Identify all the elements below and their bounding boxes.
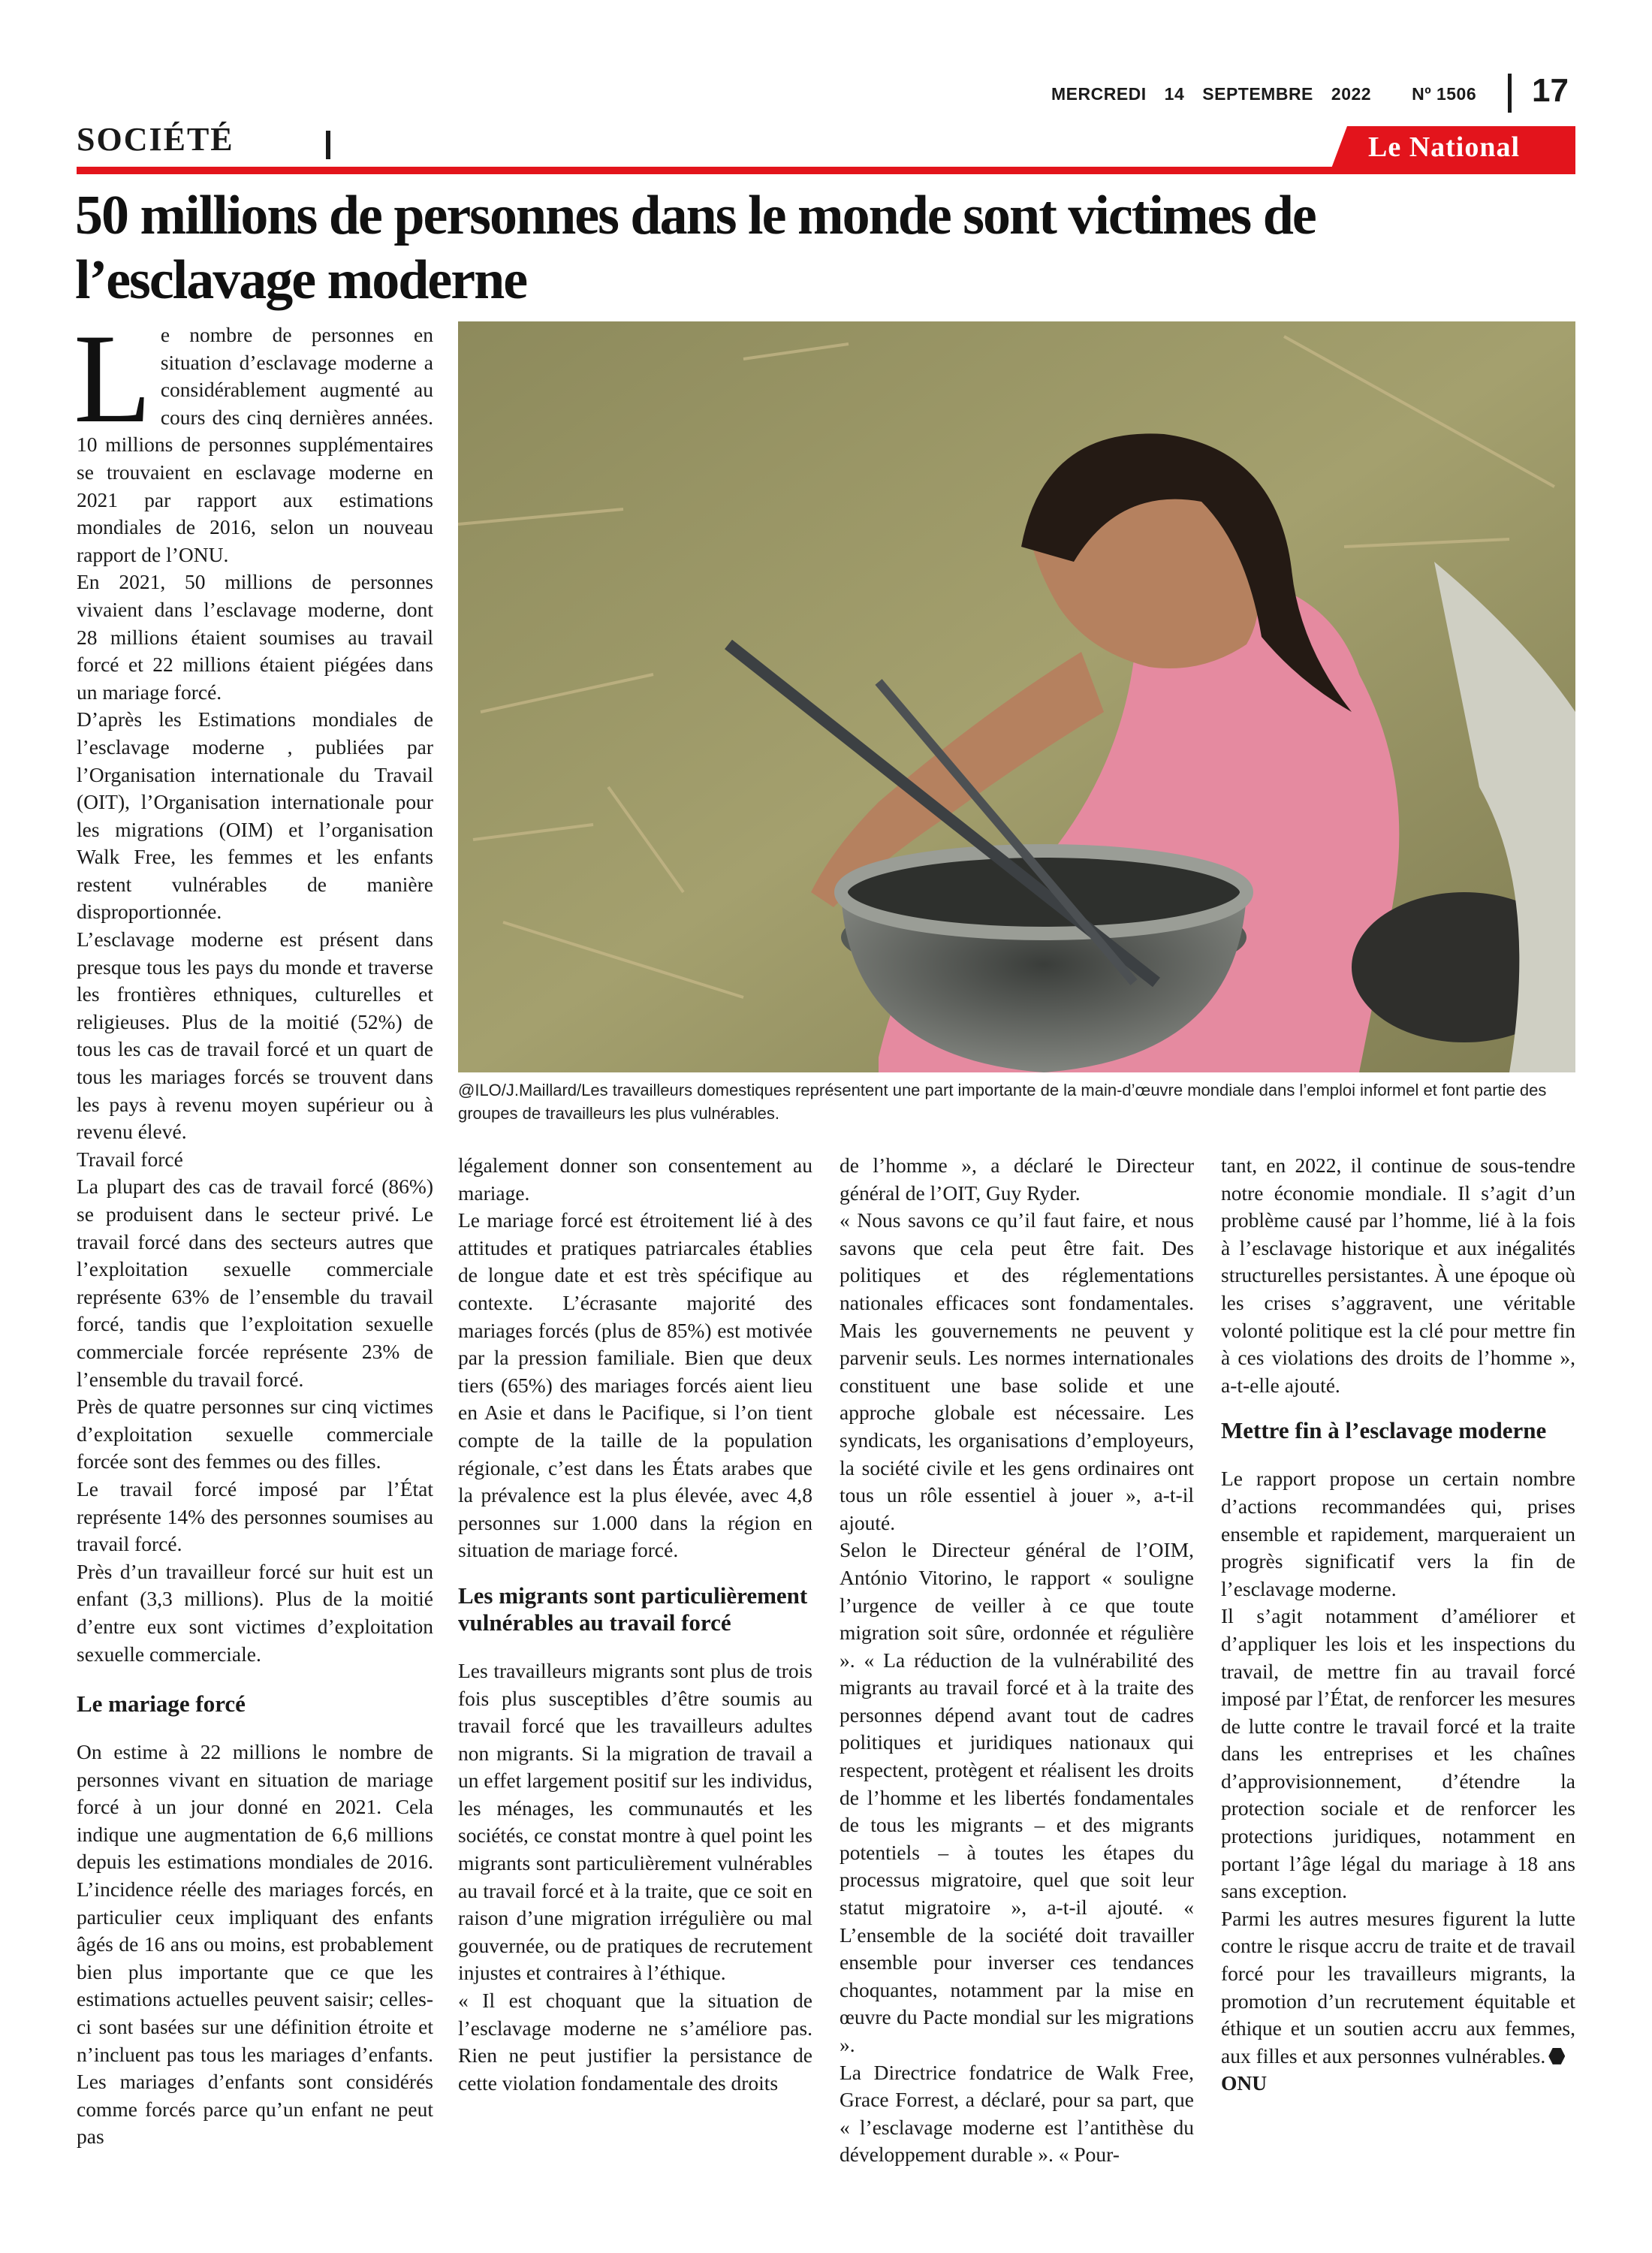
paragraph: Près de quatre personnes sur cinq victimes d’exploitation sexuelle commerciale forcée sont des femmes ou des filles.: [77, 1395, 433, 1473]
article-column-3: [840, 1152, 1194, 2169]
issue-year: 2022: [1331, 84, 1372, 104]
article-column-4: [1221, 1152, 1575, 2098]
issue-month: SEPTEMBRE: [1202, 84, 1313, 104]
header-red-rule: [77, 167, 1575, 174]
paragraph: légalement donner son consentement au mariage.: [458, 1154, 812, 1205]
paragraph: Selon le Directeur général de l’OIM, António Vitorino, le rapport « souligne l’urgence de veiller à ce que toute migration soit sûre, ordonnée et régulière ». « La réduction de la vulnérabilité des migrants au travail forcé et à la traite des personnes dépend avant tout de cadres politiques et juridiques nationaux qui respectent, protègent et réalisent les droits de l’homme et les libertés fondamentales de tous les migrants – et des migrants potentiels – à toutes les étapes du processus migratoire, quel que soit leur statut migratoire », a-t-il ajouté. « L’ensemble de la société doit travailler ensemble pour inverser ces tendances choquantes, notamment par la mise en œuvre du Pacte mondial sur les migrations ».: [840, 1538, 1194, 2056]
subheading-forced-marriage: Le mariage forcé: [77, 1691, 246, 1718]
newspaper-brand: Le National: [1368, 131, 1521, 163]
subheading-migrants: Les migrants sont particulièrement vulnérables au travail forcé: [458, 1582, 808, 1636]
paragraph: En 2021, 50 millions de personnes vivaient dans l’esclavage moderne, dont 28 millions étaient soumises au travail forcé et 22 millions étaient piégées dans un mariage forcé.: [77, 570, 433, 704]
article-column-2: [458, 1152, 812, 2097]
paragraph: La Directrice fondatrice de Walk Free, Grace Forrest, a déclaré, pour sa part, que « l’esclavage moderne est l’antithèse du développement durable ». « Pour-: [840, 2060, 1194, 2167]
paragraph: de l’homme », a déclaré le Directeur général de l’OIT, Guy Ryder.: [840, 1154, 1194, 1205]
issue-date-number: 14: [1164, 84, 1185, 104]
paragraph: On estime à 22 millions le nombre de personnes vivant en situation de mariage forcé à un jour donné en 2021. Cela indique une augmentation de 6,6 millions depuis les estimations mondiales de 2016. L’incidence réelle des mariages forcés, en particulier ceux impliquant des enfants âgés de 16 ans ou moins, est probablement bien plus importante que ce que les estimations actuelles peuvent saisir; celles-ci sont basées sur une définition étroite et n’incluent pas tous les mariages d’enfants. Les mariages d’enfants sont considérés comme forcés parce qu’un enfant ne peut pas: [77, 1740, 433, 2149]
article-photo: [458, 321, 1575, 1072]
paragraph: Les travailleurs migrants sont plus de trois fois plus susceptibles d’être soumis au travail forcé que les travailleurs adultes non migrants. Si la migration de travail a un effet largement positif sur les individus, les ménages, les communautés et les sociétés, ce constat montre à quel point les migrants sont particulièrement vulnérables au travail forcé et à la traite, que ce soit en raison d’une migration irrégulière ou mal gouvernée, ou de pratiques de recrutement injustes et contraires à l’éthique.: [458, 1658, 812, 1985]
article-signature: ONU: [1221, 2071, 1268, 2095]
paragraph: tant, en 2022, il continue de sous-tendre notre économie mondiale. Il s’agit d’un problème causé par l’homme, lié à la fois à l’esclavage historique et aux inégalités structurelles persistantes. À une époque où les crises s’aggravent, une véritable volonté politique est la clé pour mettre fin à ces violations des droits de l’homme », a-t-elle ajouté.: [1221, 1154, 1575, 1397]
page-number: 17: [1532, 72, 1569, 109]
paragraph: Près d’un travailleur forcé sur huit est un enfant (3,3 millions). Plus de la moitié d’entre eux sont victimes d’exploitation sexuelle commerciale.: [77, 1559, 433, 1666]
paragraph: « Nous savons ce qu’il faut faire, et nous savons que cela peut être fait. Des politiques et des réglementations nationales efficaces sont fondamentales. Mais les gouvernements ne peuvent y parvenir seuls. Les normes internationales constituent une base solide et une approche globale est nécessaire. Les syndicats, les organisations d’employeurs, la société civile et les gens ordinaires ont tous un rôle essentiel à jouer », a-t-il ajouté.: [840, 1208, 1194, 1534]
paragraph: D’après les Estimations mondiales de l’esclavage moderne , publiées par l’Organisation internationale du Travail (OIT), l’Organisation internationale pour les migrations (OIM) et l’organisation Walk Free, les femmes et les enfants restent vulnérables de manière disproportionnée.: [77, 707, 433, 924]
end-of-article-icon: [1548, 2048, 1565, 2064]
subheading-end-slavery: Mettre fin à l’esclavage moderne: [1221, 1417, 1547, 1444]
issue-number: Nº 1506: [1412, 84, 1477, 104]
drop-cap: L: [74, 308, 152, 449]
section-label: SOCIÉTÉ: [77, 121, 234, 158]
paragraph: Le travail forcé imposé par l’État représente 14% des personnes soumises au travail forcé.: [77, 1476, 433, 1556]
paragraph: L’esclavage moderne est présent dans presque tous les pays du monde et traverse les frontières ethniques, culturelles et religieuses. Plus de la moitié (52%) de tous les cas de travail forcé et un quart de tous les mariages forcés se trouvent dans les pays à revenu moyen supérieur ou à revenu élevé.: [77, 927, 433, 1144]
paragraph: « Il est choquant que la situation de l’esclavage moderne ne s’améliore pas. Rien ne peut justifier la persistance de cette violation fondamentale des droits: [458, 1989, 812, 2095]
page-number-divider: [1508, 74, 1512, 113]
paragraph-text: Parmi les autres mesures figurent la lutte contre le risque accru de traite et de travail forcé pour les travailleurs migrants, la promotion d’un recrutement équitable et éthique et un soutien accru aux femmes, aux filles et aux personnes vulnérables.: [1221, 1906, 1575, 2068]
paragraph: Le rapport propose un certain nombre d’actions recommandées qui, prises ensemble et rapidement, marqueraient un progrès significatif vers la fin de l’esclavage moderne.: [1221, 1467, 1575, 1600]
photo-illustration: [458, 321, 1575, 1072]
article-column-1: [74, 308, 433, 2151]
issue-date-line: [1051, 84, 1502, 104]
inline-subhead: Travail forcé: [77, 1147, 183, 1171]
paragraph: Le mariage forcé est étroitement lié à des attitudes et pratiques patriarcales établies de longue date et est très spécifique au contexte. L’écrasante majorité des mariages forcés (plus de 85%) est motivée par la pression familiale. Bien que deux tiers (65%) des mariages forcés aient lieu en Asie et dans le Pacifique, si l’on tient compte de la taille de la population régionale, c’est dans les États arabes que la prévalence est la plus élevée, avec 4,8 personnes sur 1.000 dans la région en situation de mariage forcé.: [458, 1208, 812, 1562]
issue-day: MERCREDI: [1051, 84, 1147, 104]
paragraph: [1221, 1905, 1575, 2071]
paragraph: Il s’agit notamment d’améliorer et d’appliquer les lois et les inspections du travail, de mettre fin au travail forcé imposé par l’État, de renforcer les mesures de lutte contre le travail forcé et la traite dans les entreprises et les chaînes d’approvisionnement, d’étendre la protection sociale et de renforcer les protections juridiques, notamment en portant l’âge légal du mariage à 18 ans sans exception.: [1221, 1604, 1575, 1903]
paragraph: La plupart des cas de travail forcé (86%) se produisent dans le secteur privé. Le travail forcé dans des secteurs autres que l’exploitation sexuelle commerciale représente 63% de l’ensemble du travail forcé, tandis que l’exploitation sexuelle commerciale forcée représente 23% de l’ensemble du travail forcé.: [77, 1175, 433, 1391]
section-divider: [326, 131, 330, 159]
article-headline: 50 millions de personnes dans le monde sont victimes de l’esclavage moderne: [75, 185, 1316, 311]
paragraph: e nombre de personnes en situation d’esclavage moderne a considérablement augmenté au cours des cinq dernières années. 10 millions de personnes supplémentaires se trouvaient en esclavage moderne en 2021 par rapport aux estimations mondiales de 2016, selon un nouveau rapport de l’ONU.: [77, 323, 433, 566]
photo-caption: @ILO/J.Maillard/Les travailleurs domestiques représentent une part importante de la main-d’œuvre mondiale dans l’emploi informel et font partie des groupes de travailleurs les plus vulnérables.: [458, 1081, 1547, 1123]
